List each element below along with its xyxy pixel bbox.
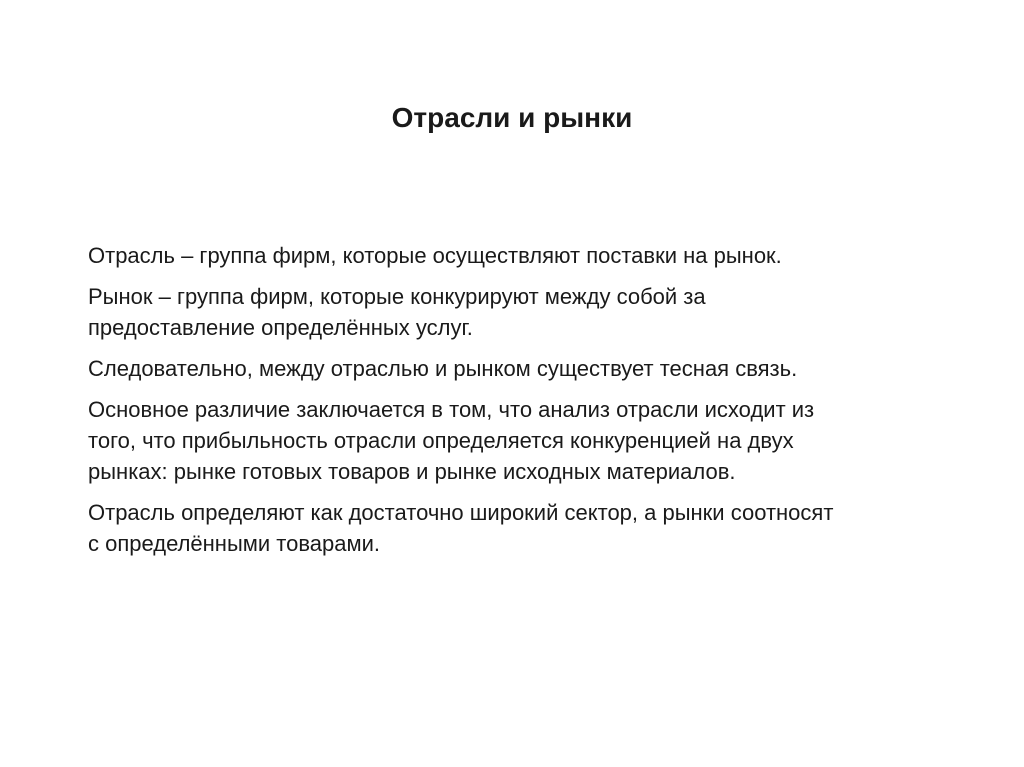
paragraph-sector-vs-goods: Отрасль определяют как достаточно широкий сектор, а рынки соотносят с определёнными товарами. (88, 500, 834, 556)
slide-body (88, 240, 978, 569)
paragraph-market-definition: Рынок – группа фирм, которые конкурируют между собой за предоставление определённых услуг. (88, 284, 706, 340)
paragraph-connection: Следовательно, между отраслью и рынком существует тесная связь. (88, 356, 798, 381)
paragraph-main-difference: Основное различие заключается в том, что анализ отрасли исходит из того, что прибыльность отрасли определяется конкуренцией на двух рынках: рынке готовых товаров и рынке исходных материалов. (88, 397, 815, 484)
slide-title: Отрасли и рынки (391, 102, 633, 133)
paragraph-industry-definition: Отрасль – группа фирм, которые осуществляют поставки на рынок. (88, 243, 782, 268)
